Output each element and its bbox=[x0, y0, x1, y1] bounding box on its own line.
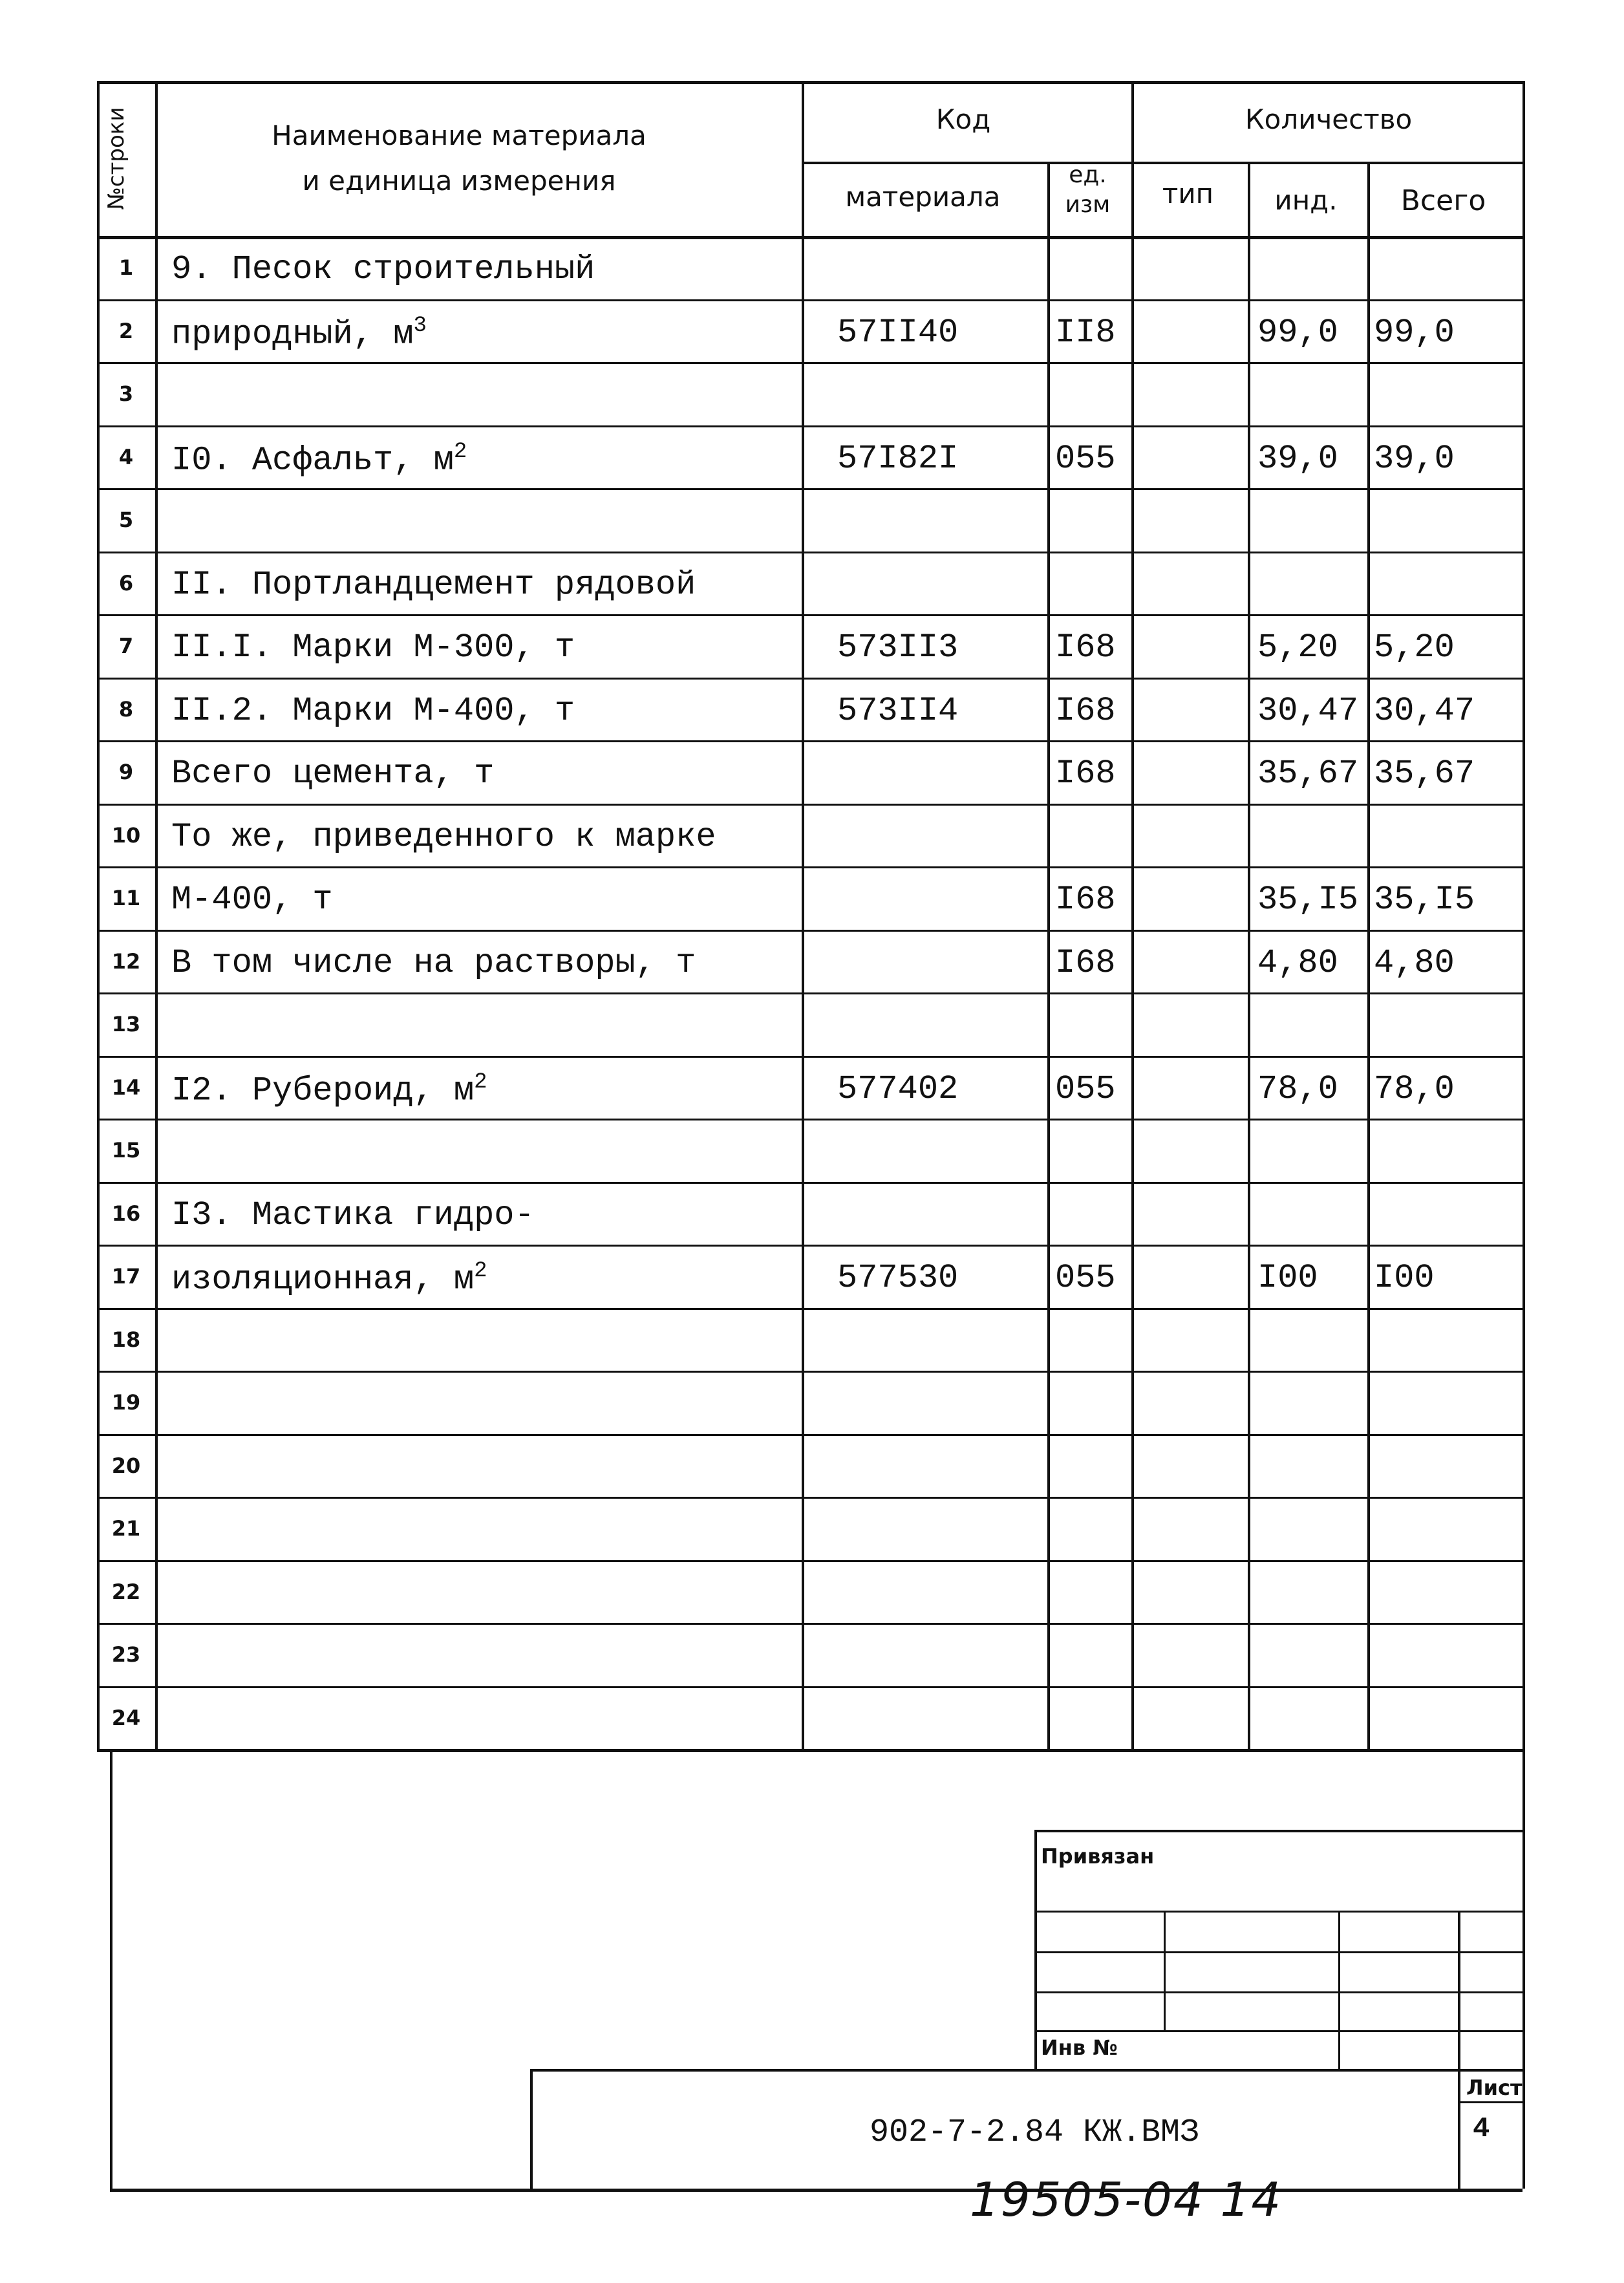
rule-line bbox=[97, 614, 1522, 616]
unit-exponent: 2 bbox=[474, 1259, 487, 1283]
row-number: 1 bbox=[118, 255, 134, 280]
row-number: 22 bbox=[111, 1579, 141, 1604]
rule-line bbox=[1047, 162, 1050, 1749]
unit-exponent: 3 bbox=[413, 313, 427, 338]
row-number: 5 bbox=[118, 508, 134, 532]
quantity-total: 5,20 bbox=[1374, 628, 1455, 667]
sheet-label: Лист bbox=[1466, 2075, 1522, 2100]
unit-exponent: 2 bbox=[474, 1069, 487, 1095]
material-name: I3. Мастика гидро- bbox=[171, 1195, 535, 1234]
rule-line bbox=[1338, 1911, 1340, 2069]
material-name: природный, $м^3$ bbox=[171, 313, 427, 353]
row-number: 2 bbox=[118, 318, 134, 343]
quantity-individual: 99,0 bbox=[1257, 313, 1338, 352]
quantity-total: 39,0 bbox=[1374, 439, 1455, 478]
material-name: изоляционная, $м^2$ bbox=[171, 1259, 487, 1299]
col-unit-header-line1: ед. bbox=[1069, 162, 1107, 188]
rule-line bbox=[1034, 1991, 1522, 1993]
rule-line bbox=[802, 162, 1522, 164]
row-number: 10 bbox=[111, 822, 141, 848]
material-code: 577402 bbox=[837, 1069, 959, 1108]
rule-line bbox=[97, 1182, 1522, 1184]
material-name: I0. Асфальт, $м^2$ bbox=[171, 439, 467, 479]
row-number: 20 bbox=[111, 1453, 141, 1478]
quantity-individual: 30,47 bbox=[1257, 691, 1359, 730]
quantity-individual: 5,20 bbox=[1257, 628, 1338, 667]
sheet-number: 4 bbox=[1473, 2113, 1490, 2145]
rule-line bbox=[1164, 1911, 1166, 2030]
quantity-total: 99,0 bbox=[1374, 313, 1455, 352]
row-number: 7 bbox=[118, 634, 134, 658]
rule-line bbox=[97, 804, 1522, 806]
quantity-total: 4,80 bbox=[1374, 943, 1455, 982]
material-code: 573II4 bbox=[837, 691, 959, 730]
rule-line bbox=[1034, 1830, 1037, 2069]
rule-line bbox=[97, 1560, 1522, 1562]
material-code: 57I82I bbox=[837, 439, 959, 478]
unit-code: I68 bbox=[1055, 881, 1116, 919]
quantity-total: 35,67 bbox=[1374, 755, 1475, 793]
rule-line bbox=[97, 992, 1522, 994]
rule-line bbox=[1248, 162, 1250, 1749]
rule-line bbox=[97, 866, 1522, 868]
rule-line bbox=[530, 2069, 533, 2189]
rule-line bbox=[97, 488, 1522, 490]
material-name: II. Портландцемент рядовой bbox=[171, 565, 696, 604]
quantity-total: I00 bbox=[1374, 1259, 1435, 1297]
rule-line bbox=[97, 299, 1522, 301]
row-number: 12 bbox=[111, 949, 141, 974]
quantity-individual: I00 bbox=[1257, 1259, 1318, 1297]
row-number: 4 bbox=[118, 444, 134, 469]
rule-line bbox=[110, 1749, 112, 2189]
unit-code: 055 bbox=[1055, 1069, 1116, 1108]
material-name: Всего цемента, т bbox=[171, 755, 495, 793]
col-type-header: тип bbox=[1162, 178, 1214, 209]
unit-code: 055 bbox=[1055, 439, 1116, 478]
rule-line bbox=[155, 81, 158, 1749]
rule-line bbox=[802, 81, 804, 1749]
col-total-header: Всего bbox=[1400, 184, 1486, 217]
rule-line bbox=[97, 1371, 1522, 1373]
rule-line bbox=[1034, 1830, 1522, 1832]
rule-line bbox=[97, 1686, 1522, 1688]
rule-line bbox=[97, 930, 1522, 932]
rule-line bbox=[97, 552, 1522, 553]
rule-line bbox=[1034, 2030, 1522, 2032]
rule-line bbox=[1458, 1911, 1460, 2189]
row-number: 21 bbox=[111, 1516, 141, 1541]
unit-code: I68 bbox=[1055, 755, 1116, 793]
rule-line bbox=[97, 1749, 1522, 1752]
rule-line bbox=[97, 1119, 1522, 1120]
quantity-group-header: Количество bbox=[1245, 103, 1413, 135]
rule-line bbox=[97, 1623, 1522, 1625]
quantity-individual: 78,0 bbox=[1257, 1069, 1338, 1108]
quantity-individual: 4,80 bbox=[1257, 943, 1338, 982]
rule-line bbox=[97, 740, 1522, 742]
material-name: II.I. Марки М-300, т bbox=[171, 628, 575, 667]
rownum-header-label: №строки bbox=[103, 107, 129, 210]
rule-line bbox=[1458, 2101, 1522, 2103]
row-number: 11 bbox=[111, 886, 141, 910]
unit-code: I68 bbox=[1055, 628, 1116, 667]
unit-code: 055 bbox=[1055, 1259, 1116, 1297]
inv-label: Инв № bbox=[1041, 2035, 1118, 2060]
linked-label: Привязан bbox=[1041, 1844, 1155, 1869]
row-number: 18 bbox=[111, 1327, 141, 1352]
quantity-individual: 35,I5 bbox=[1257, 881, 1359, 919]
rule-line bbox=[1522, 81, 1525, 1749]
rule-line bbox=[97, 81, 1522, 84]
row-number: 9 bbox=[118, 760, 134, 784]
row-number: 19 bbox=[111, 1390, 141, 1415]
rule-line bbox=[1522, 1749, 1525, 2189]
rule-line bbox=[97, 1308, 1522, 1310]
row-number: 15 bbox=[111, 1138, 141, 1163]
row-number: 8 bbox=[118, 696, 134, 722]
rule-line bbox=[97, 1434, 1522, 1436]
rule-line bbox=[97, 1497, 1522, 1499]
rule-line bbox=[97, 1245, 1522, 1247]
unit-exponent: 2 bbox=[453, 439, 467, 464]
material-code: 573II3 bbox=[837, 628, 959, 667]
rule-line bbox=[1034, 1951, 1522, 1953]
row-number: 16 bbox=[111, 1201, 141, 1226]
unit-code: I68 bbox=[1055, 691, 1116, 730]
archive-number: 19505-04 14 bbox=[970, 2172, 1283, 2227]
material-code: 577530 bbox=[837, 1259, 959, 1297]
col-ind-header: инд. bbox=[1274, 184, 1338, 216]
unit-code: I68 bbox=[1055, 943, 1116, 982]
row-number: 3 bbox=[118, 381, 134, 406]
row-number: 23 bbox=[111, 1642, 141, 1667]
quantity-total: 78,0 bbox=[1374, 1069, 1455, 1108]
quantity-individual: 35,67 bbox=[1257, 755, 1359, 793]
col-unit-header-line2: изм bbox=[1065, 191, 1111, 218]
rule-line bbox=[110, 2189, 1522, 2192]
rule-line bbox=[97, 81, 100, 1749]
row-number: 13 bbox=[111, 1012, 141, 1036]
col-material-header: материала bbox=[845, 181, 1001, 213]
material-name: В том числе на растворы, т bbox=[171, 943, 696, 982]
quantity-total: 35,I5 bbox=[1374, 881, 1475, 919]
rule-line bbox=[1131, 81, 1134, 1749]
row-number: 17 bbox=[111, 1264, 141, 1289]
rownum-header bbox=[97, 81, 136, 236]
rule-line bbox=[97, 362, 1522, 364]
rule-line bbox=[1034, 1911, 1522, 1913]
rule-line bbox=[1367, 162, 1370, 1749]
row-number: 6 bbox=[118, 570, 134, 595]
material-name: I2. Рубероид, $м^2$ bbox=[171, 1069, 487, 1109]
code-group-header: Код bbox=[935, 103, 991, 135]
quantity-total: 30,47 bbox=[1374, 691, 1475, 730]
row-number: 24 bbox=[111, 1705, 141, 1730]
rule-line bbox=[97, 678, 1522, 680]
rule-line bbox=[97, 236, 1522, 239]
material-name: М-400, т bbox=[171, 881, 333, 919]
unit-code: II8 bbox=[1055, 313, 1116, 352]
row-number: 14 bbox=[111, 1075, 141, 1100]
name-header-line2: и единица измерения bbox=[302, 165, 616, 197]
material-code: 57II40 bbox=[837, 313, 959, 352]
rule-line bbox=[97, 425, 1522, 427]
document-code: 902-7-2.84 КЖ.ВМЗ bbox=[869, 2114, 1200, 2151]
material-name: II.2. Марки М-400, т bbox=[171, 691, 575, 730]
rule-line bbox=[97, 1056, 1522, 1058]
material-name: То же, приведенного к марке bbox=[171, 817, 716, 856]
rule-line bbox=[530, 2069, 1522, 2072]
name-header-line1: Наименование материала bbox=[272, 120, 646, 151]
material-name: 9. Песок строительный bbox=[171, 250, 595, 288]
quantity-individual: 39,0 bbox=[1257, 439, 1338, 478]
